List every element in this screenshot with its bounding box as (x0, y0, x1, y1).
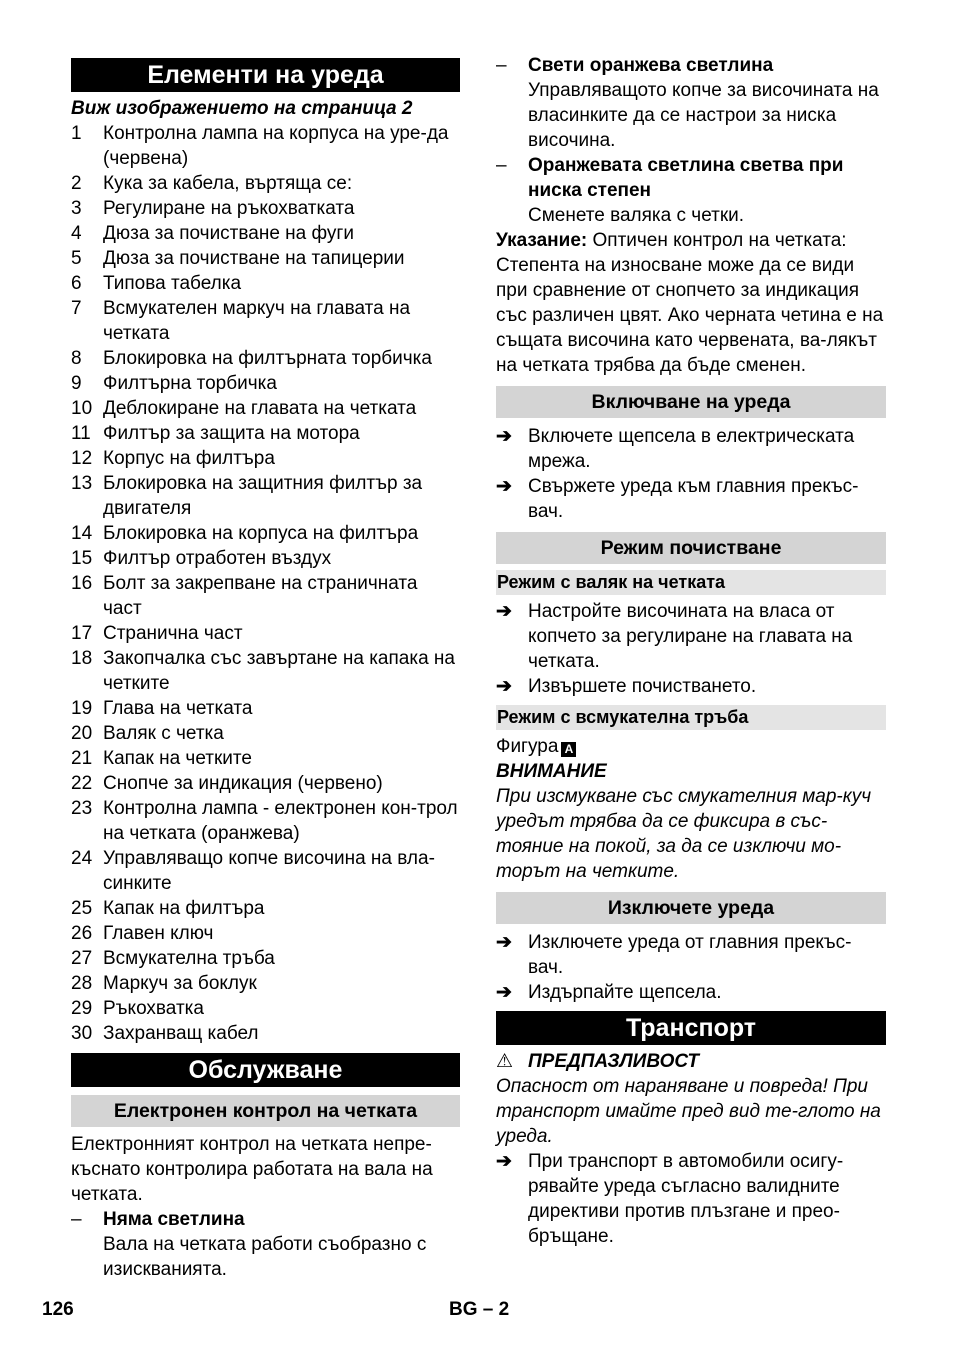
list-item-text: Корпус на филтъра (103, 448, 275, 469)
orange-light-text: Управляващото копче за височината на власинките да се настрои за ниска височина. (528, 80, 879, 151)
list-item-number: 25 (71, 898, 93, 919)
list-item-number: 5 (71, 248, 82, 269)
caution-heading (496, 1049, 886, 1074)
list-item-number: 6 (71, 273, 82, 294)
arrow-right-icon: ➔ (496, 601, 512, 622)
list-item-number: 2 (71, 173, 82, 194)
list-item-number: 1 (71, 123, 82, 144)
step-item (496, 424, 886, 474)
attention-text: При изсмукване със смукателния мар-куч уредът трябва да се фиксира в със-тояние на покой, за да се изключи мо-торът на четките. (496, 786, 872, 882)
list-item (71, 746, 460, 771)
list-item-text: Блокировка на филтърната торбичка (103, 348, 432, 369)
list-item-text: Главен ключ (103, 923, 214, 944)
list-item-number: 18 (71, 648, 93, 669)
list-item-number: 4 (71, 223, 82, 244)
step-text: Извършете почистването. (528, 676, 757, 697)
list-item-number: 13 (71, 473, 93, 494)
roller-steps (496, 599, 886, 699)
list-item-number: 11 (71, 423, 91, 444)
heading-switch-on: Включване на уреда (496, 386, 886, 418)
list-item-number: 9 (71, 373, 82, 394)
list-item (71, 796, 460, 846)
step-text: Настройте височината на власа от копчето за регулиране на главата на четката. (528, 601, 853, 672)
list-item-text: Филтър отработен въздух (103, 548, 332, 569)
list-item-number: 12 (71, 448, 93, 469)
elements-list (71, 121, 460, 1046)
attention-title: ВНИМАНИЕ (496, 761, 607, 782)
heading-service: Обслужване (71, 1053, 460, 1087)
dash-marker: – (496, 155, 507, 176)
figure-label: Фигура (496, 736, 559, 757)
list-item-text: Контролна лампа - електронен кон-трол на четката (оранжева) (103, 798, 458, 844)
list-item-text: Регулиране на ръкохватката (103, 198, 355, 219)
subheading-brush-control: Електронен контрол на четката (71, 1095, 460, 1127)
list-item (71, 721, 460, 746)
list-item-text: Глава на четката (103, 698, 253, 719)
list-item-number: 22 (71, 773, 93, 794)
list-item-number: 20 (71, 723, 93, 744)
step-text: Свържете уреда към главния прекъс-вач. (528, 476, 859, 522)
brush-control-text: Електронният контрол на четката непре-къснато контролира работата на вала на четката. (71, 1134, 433, 1205)
list-item (71, 521, 460, 546)
list-item (71, 971, 460, 996)
list-item-number: 21 (71, 748, 93, 769)
arrow-right-icon: ➔ (496, 476, 512, 497)
switch-off-steps (496, 930, 886, 1005)
right-column (496, 53, 886, 1249)
step-text: Включете щепсела в електрическата мрежа. (528, 426, 855, 472)
list-item (71, 446, 460, 471)
list-item-text: Дюза за почистване на тапицерии (103, 248, 405, 269)
left-column (71, 53, 460, 1282)
orange-light-title: Свети оранжева светлина (528, 55, 774, 76)
list-item (71, 246, 460, 271)
heading-transport: Транспорт (496, 1011, 886, 1045)
list-item-text: Странична част (103, 623, 243, 644)
note-text: Оптичен контрол на четката: Степента на износване може да се види при сравнение от снопчето за индикация със различен цвят. Ако черната четина е на същата височина като червената, ва-лякът на четката трябва да бъде сменен. (496, 230, 884, 376)
list-item-number: 3 (71, 198, 82, 219)
list-item-text: Валяк с четка (103, 723, 224, 744)
orange-low-text: Сменете валяка с четки. (528, 205, 745, 226)
orange-low-item (496, 153, 886, 203)
caution-text: Опасност от нараняване и повреда! При транспорт имайте пред вид те-глото на уреда. (496, 1076, 881, 1147)
list-item (71, 546, 460, 571)
list-item (71, 296, 460, 346)
list-item (71, 996, 460, 1021)
section-code: BG – 2 (449, 1299, 510, 1320)
list-item-text: Капак на четките (103, 748, 252, 769)
list-item-text: Всмукателен маркуч на главата на четката (103, 298, 411, 344)
note-paragraph (496, 228, 886, 378)
list-item-text: Капак на филтъра (103, 898, 265, 919)
list-item-number: 17 (71, 623, 93, 644)
list-item-number: 15 (71, 548, 93, 569)
list-item-number: 26 (71, 923, 93, 944)
orange-light-item (496, 53, 886, 78)
step-item (496, 930, 886, 980)
list-item-text: Захранващ кабел (103, 1023, 259, 1044)
orange-low-title: Оранжевата светлина светва при ниска степен (528, 155, 844, 201)
heading-switch-off: Изключете уреда (496, 892, 886, 924)
list-item (71, 571, 460, 621)
list-item-text: Снопче за индикация (червено) (103, 773, 383, 794)
list-item-text: Закопчалка със завъртане на капака на четките (103, 648, 455, 694)
list-item (71, 396, 460, 421)
list-item (71, 646, 460, 696)
list-item (71, 271, 460, 296)
list-item (71, 221, 460, 246)
list-item (71, 946, 460, 971)
no-light-item (71, 1207, 460, 1232)
list-item-number: 10 (71, 398, 93, 419)
note-label: Указание: (496, 230, 588, 251)
step-text: Издърпайте щепсела. (528, 982, 722, 1003)
figure-letter-icon: A (561, 742, 576, 757)
list-item (71, 196, 460, 221)
list-item-text: Деблокиране на главата на четката (103, 398, 417, 419)
page-number: 126 (42, 1299, 74, 1320)
list-item (71, 346, 460, 371)
list-item (71, 471, 460, 521)
transport-steps (496, 1149, 886, 1249)
list-item-text: Всмукателна тръба (103, 948, 275, 969)
list-item (71, 921, 460, 946)
list-item-text: Маркуч за боклук (103, 973, 257, 994)
list-item-text: Ръкохватка (103, 998, 204, 1019)
list-item-text: Дюза за почистване на фуги (103, 223, 354, 244)
no-light-text: Вала на четката работи съобразно с изискванията. (103, 1234, 427, 1280)
list-item-text: Болт за закрепване на страничната част (103, 573, 418, 619)
list-item (71, 846, 460, 896)
list-item-text: Блокировка на защитния филтър за двигателя (103, 473, 423, 519)
list-item (71, 121, 460, 171)
list-item (71, 896, 460, 921)
list-item-number: 27 (71, 948, 93, 969)
list-item-number: 7 (71, 298, 82, 319)
arrow-right-icon: ➔ (496, 932, 512, 953)
list-item-number: 28 (71, 973, 93, 994)
dash-marker: – (71, 1209, 82, 1230)
list-item-number: 24 (71, 848, 93, 869)
arrow-right-icon: ➔ (496, 1151, 512, 1172)
list-item-number: 23 (71, 798, 93, 819)
see-figure-note: Виж изображението на страница 2 (71, 98, 413, 119)
list-item-number: 29 (71, 998, 93, 1019)
heading-cleaning: Режим почистване (496, 532, 886, 564)
arrow-right-icon: ➔ (496, 426, 512, 447)
step-item (496, 1149, 886, 1249)
list-item (71, 371, 460, 396)
arrow-right-icon: ➔ (496, 676, 512, 697)
list-item-text: Филтърна торбичка (103, 373, 277, 394)
list-item-text: Контролна лампа на корпуса на уре-да (червена) (103, 123, 449, 169)
warning-triangle-icon: ⚠ (496, 1051, 514, 1072)
list-item (71, 171, 460, 196)
switch-on-steps (496, 424, 886, 524)
list-item (71, 696, 460, 721)
list-item-text: Управляващо копче височина на вла-синките (103, 848, 435, 894)
list-item (71, 621, 460, 646)
heading-elements: Елементи на уреда (71, 58, 460, 92)
arrow-right-icon: ➔ (496, 982, 512, 1003)
step-item (496, 474, 886, 524)
list-item (71, 421, 460, 446)
step-text: Изключете уреда от главния прекъс-вач. (528, 932, 852, 978)
list-item-text: Филтър за защита на мотора (103, 423, 360, 444)
no-light-title: Няма светлина (103, 1209, 245, 1230)
list-item-number: 14 (71, 523, 93, 544)
list-item-number: 16 (71, 573, 93, 594)
list-item-number: 30 (71, 1023, 93, 1044)
list-item-text: Блокировка на корпуса на филтъра (103, 523, 419, 544)
step-item (496, 980, 886, 1005)
step-text: При транспорт в автомобили осигу-рявайте уреда съгласно валидните директиви против плъзгане и прео-бръщане. (528, 1151, 844, 1247)
list-item-text: Кука за кабела, въртяща се: (103, 173, 353, 194)
caution-title: ПРЕДПАЗЛИВОСТ (528, 1051, 699, 1072)
list-item-number: 8 (71, 348, 82, 369)
dash-marker: – (496, 55, 507, 76)
list-item-text: Типова табелка (103, 273, 242, 294)
step-item (496, 674, 886, 699)
subheading-tube: Режим с всмукателна тръба (496, 705, 886, 730)
figure-reference (496, 734, 886, 759)
list-item (71, 771, 460, 796)
step-item (496, 599, 886, 674)
list-item-number: 19 (71, 698, 93, 719)
subheading-roller: Режим с валяк на четката (496, 570, 886, 595)
list-item (71, 1021, 460, 1046)
